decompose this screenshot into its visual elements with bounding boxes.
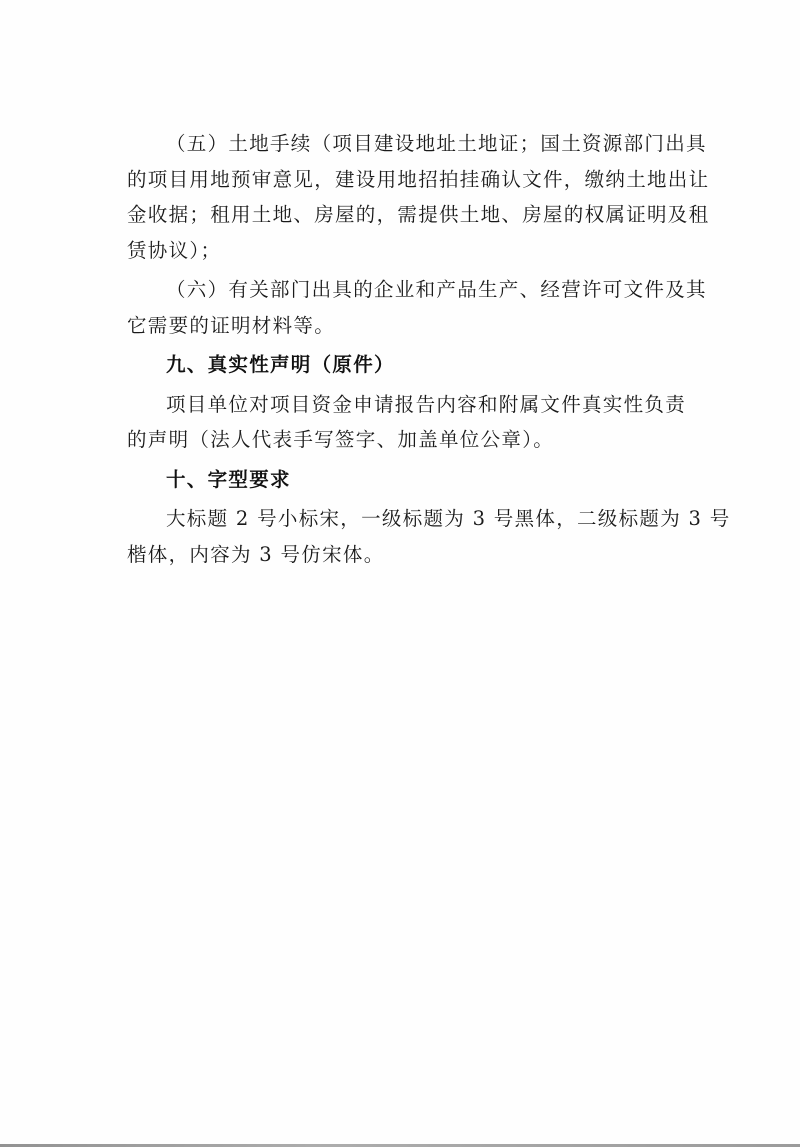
text-line: （六）有关部门出具的企业和产品生产、经营许可文件及其	[166, 278, 707, 301]
paragraph-authenticity	[127, 387, 699, 458]
paragraph-font-requirements	[127, 501, 731, 572]
text-line: 赁协议）；	[127, 238, 222, 262]
text-line: 项目单位对项目资金申请报告内容和附属文件真实性负责	[166, 392, 687, 416]
document-body	[127, 126, 731, 572]
text-line: 楷体，内容为 3 号仿宋体。	[127, 542, 385, 566]
text-line: （五）土地手续（项目建设地址土地证；国土资源部门出具	[166, 132, 707, 155]
section-heading-font-requirements: 十、字型要求	[166, 467, 291, 491]
text-line: 大标题 2 号小标宋，一级标题为 3 号黑体，二级标题为 3 号	[166, 507, 731, 530]
paragraph-permits	[127, 272, 707, 343]
text-line: 的声明（法人代表手写签字、加盖单位公章）。	[127, 428, 555, 451]
text-line: 的项目用地预审意见，建设用地招拍挂确认文件，缴纳土地出让	[127, 167, 710, 191]
section-heading-authenticity: 九、真实性声明（原件）	[166, 353, 395, 376]
text-line: 它需要的证明材料等。	[127, 313, 336, 337]
paragraph-land-procedures	[127, 126, 710, 268]
text-line: 金收据；租用土地、房屋的，需提供土地、房屋的权属证明及租	[127, 203, 710, 226]
